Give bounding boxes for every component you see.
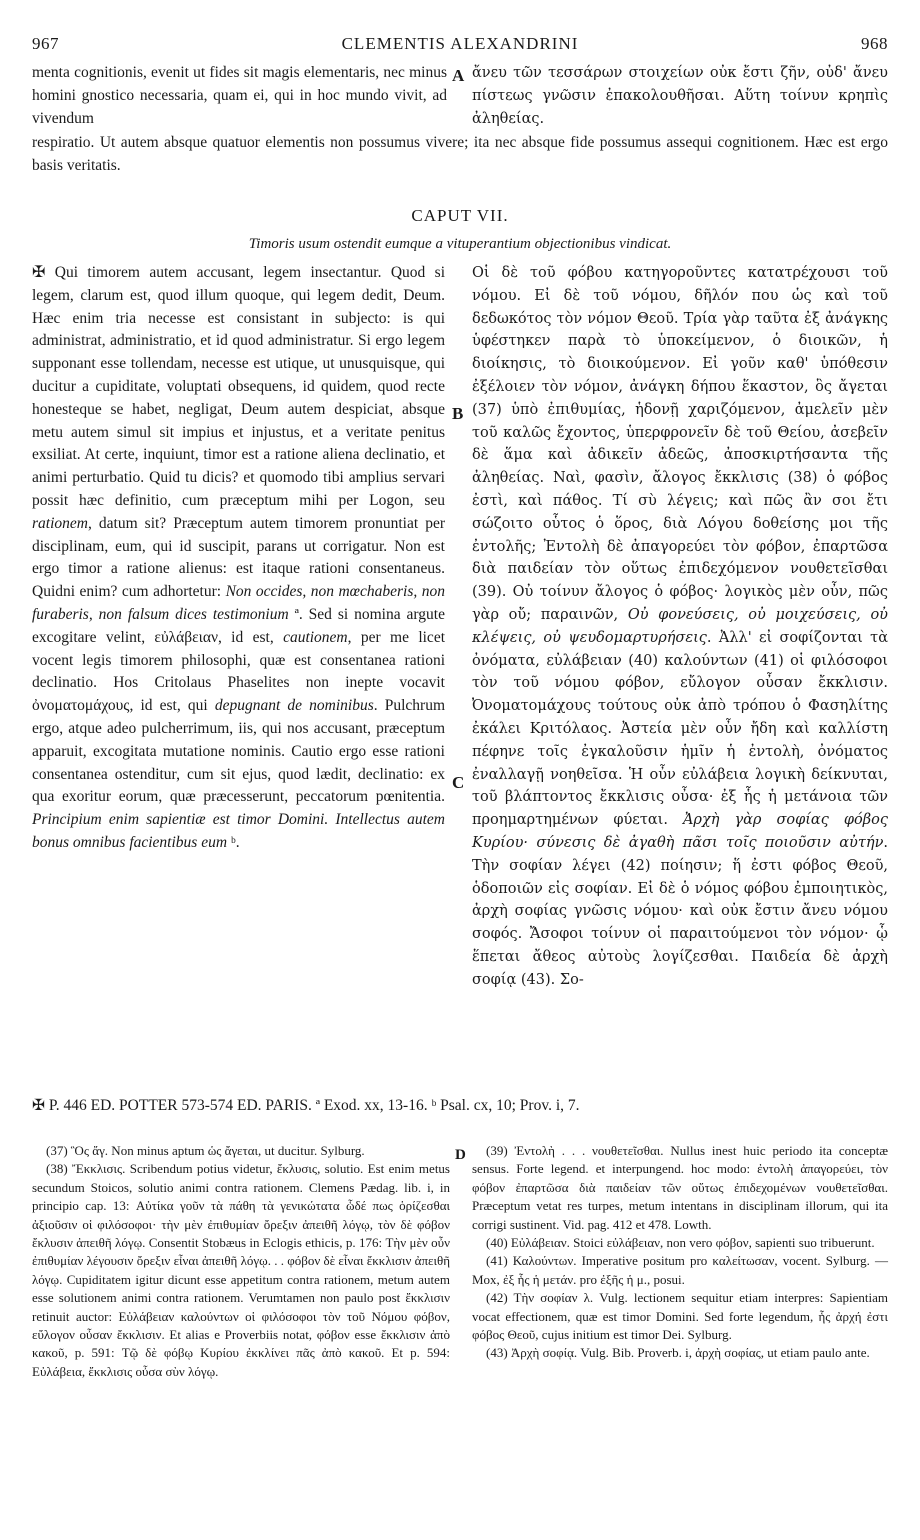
- footnote-42: (42) Τὴν σοφίαν λ. Vulg. lectionem sequitur etiam interpres: Sapientiam vocat effectionem, quæ est timor Domini. Sed forte legendum, ἧς ἀρχή ἐστι φόβος Θεοῦ, cujus initium est timor Dei. Sylburg.: [472, 1290, 888, 1343]
- footnote-38: (38) Ἔκκλισις. Scribendum potius videtur, ἔκλυσις, solutio. Est enim metus secundum Stoicos, solutio animi contra rationem. Clemens Pædag. lib. i, in principio cap. 13: Αὐτίκα γοῦν τὰ πάθη τὰ γενικώτατα ὧδέ πως ὁρίζεσθαι ἀξιοῦσιν οἱ φιλόσοφοι· τὴν μὲν ἐπιθυμίαν ὄρεξιν ἀπειθῆ λόγῳ, τὸν δὲ φόβον ἔκλυσιν ἀπειθῆ λόγῳ. Consentit Stobæus in Eclogis ethicis, p. 176: Τὴν μὲν οὖν ἐπιθυμίαν λέγουσιν ὄρεξιν εἶναι ἀπειθῆ λόγῳ. . . φόβον δὲ εἶναι ἔκκλισιν ἀπειθῆ λόγῳ. Cupiditatem igitur dicunt esse appetitum contra rationem, metum autem esse solutionem animi contra rationem. Verumtamen non paulo post ἔκκλισιν retinuit auctor: Εὐλάβειαν καλούντων οἱ φιλόσοφοι τὸν τοῦ Νόμου φόβον, εὔλογον οὖσαν ἔκκλισιν. Et alias e Proverbiis notat, φόβον esse ἔκκλισιν ἀπὸ κακοῦ, p. 591: Τῷ δὲ φόβῳ Κυρίου ἐκκλίνει πᾶς ἀπὸ κακοῦ. Et p. 594: Εὐλάβεια, ἔκκλισις οὖσα σὺν λόγῳ.: [32, 1161, 450, 1379]
- intro-latin-text: menta cognitionis, evenit ut fides sit magis elementaris, nec minus homini gnostico necessaria, quam ei, qui in hoc mundo vivit, ad vivendum: [32, 64, 447, 127]
- footnote-41: (41) Καλούντων. Imperative positum pro καλείτωσαν, vocent. Sylburg. — Mox, ἐξ ἧς ἡ μετάν. pro ἐξῆς ἡ μ., posui.: [472, 1253, 888, 1287]
- intro-greek-text: ἄνευ τῶν τεσσάρων στοιχείων οὐκ ἔστι ζῆν, οὐδ' ἄνευ πίστεως γνῶσιν ἐπακολουθῆσαι. Αὕτη τοίνυν κρηπὶς ἀληθείας.: [472, 65, 888, 127]
- marker-d: D: [455, 1147, 466, 1163]
- footnote-43: (43) Ἀρχὴ σοφίᾳ. Vulg. Bib. Proverb. i, ἀρχὴ σοφίας, ut etiam paulo ante.: [486, 1345, 870, 1361]
- left-column-number: 967: [32, 34, 59, 53]
- footnote-37: (37) Ὃς ἄγ. Non minus aptum ὡς ἄγεται, ut ducitur. Sylburg.: [46, 1143, 365, 1158]
- latin-paragraph: ✠ Qui timorem autem accusant, legem insectantur. Quod si legem, clarum est, quod illum quoque, qui legem dedit, Deum. Hæc enim tria necesse est consistant in subjecto: is qui administrat, administratio, et id quod administratur. Si ergo legem supponant esse tollendam, necesse est utique, ut unusquisque, qui ducitur a cupiditate, voluptati obsequens, id quidem, quod recte honesteque se habet, negligat, Deum autem despiciat, absque metu autem simul sit impius et injustus, et a veritate penitus exsiliat. At certe, inquiunt, timor est a ratione aliena declinatio, et animi perturbatio. Quid tu dicis? et quomodo tibi amplius servari possit hæc definitio, cum præceptum mihi per Logon, seu rationem, datum sit? Præceptum autem timorem pronuntiat per disciplinam, eum, qui id suscipit, parans ut corrigatur. Non est ergo timor a ratione alienus: est itaque rationi consentaneus. Quidni enim? cum adhortetur: Non occides, non mœchaberis, non furaberis, non falsum dices testimonium ª. Sed si nomina argute excogitare velint, εὐλάβειαν, id est, cautionem, per me licet vocent legis timorem philosophi, quæ est consentanea rationi declinatio. Hos Critolaus Phaselites non inepte vocavit ὀνοματομάχους, id est, qui depugnant de nominibus. Pulchrum ergo, atque adeo pulcherrimum, iis, qui nos accusant, præceptum apparuit, excogitata mutatione nominis. Cautio ergo esse rationi consentanea ostenditur, cum sit ejus, quod lædit, declinatio: ex qua exoritur eorum, quæ præcesserunt, peccatorum pœnitentia. Principium enim sapientiæ est timor Domini. Intellectus autem bonus omnibus facientibus eum ᵇ.: [32, 264, 446, 851]
- cross-icon: ✠: [32, 264, 46, 281]
- marker-c: C: [452, 773, 465, 792]
- intro-latin: [32, 62, 447, 130]
- chapter-title: CAPUT VII.: [411, 206, 509, 225]
- running-header: [32, 34, 888, 54]
- page-references: ✠ P. 446 ED. POTTER 573-574 ED. PARIS. ª Exod. xx, 13-16. ᵇ Psal. cx, 10; Prov. i, 7.: [32, 1097, 580, 1114]
- footnotes-left: [32, 1142, 450, 1381]
- right-column-number: 968: [860, 34, 888, 53]
- greek-column: [472, 262, 888, 992]
- chapter-subtitle: Timoris usum ostendit eumque a vituperantium objectionibus vindicat.: [248, 236, 672, 252]
- greek-paragraph: Οἱ δὲ τοῦ φόβου κατηγοροῦντες κατατρέχουσι τοῦ νόμου. Εἰ δὲ τοῦ νόμου, δῆλόν που ὡς καὶ τοῦ δεδωκότος τὸν νόμον Θεοῦ. Τρία γὰρ ταῦτα ἐξ ἀνάγκης ὑφέστηκεν παρὰ τὸ ὑποκείμενον, ὁ διοικῶν, ἡ διοίκησις, τὸ διοικούμενον. Εἰ γοῦν καθ' ὑπόθεσιν ἐξέλοιεν τὸν νόμον, ἀνάγκη δήπου ἕκαστον, ὃς ἄγεται (37) ὑπὸ ἐπιθυμίας, ἡδονῇ χαριζόμενον, ἀμελεῖν μὲν τοῦ καλῶς ἔχοντος, ὑπερφρονεῖν δὲ τοῦ Θείου, ἀσεβεῖν δὲ ἅμα καὶ ἀδικεῖν ἀδεῶς, ἀποσκιρτήσαντα τῆς ἀληθείας. Ναὶ, φασὶν, ἄλογος ἔκκλισις (38) ὁ φόβος ἐστὶ, καὶ πάθος. Τί σὺ λέγεις; καὶ πῶς ἂν σοι ἔτι σώζοιτο οὗτος ὁ ὅρος, διὰ Λόγου δοθείσης μοι τῆς ἐντολῆς; Ἐντολὴ δὲ ἀπαγορεύει τὸν φόβον, ἐπαρτῶσα διὰ παιδείαν τὸν οὕτως ἐπιδεχόμενον νουθετεῖσθαι (39). Οὐ τοίνυν ἄλογος ὁ φόβος· λογικὸς μὲν οὖν, πῶς γὰρ οὔ; παραινῶν, Οὐ φονεύσεις, οὐ μοιχεύσεις, οὐ κλέψεις, οὐ ψευδομαρτυρήσεις. Ἀλλ' εἰ σοφίζονται τὰ ὀνόματα, εὐλάβειαν (40) καλούντων (41) οἱ φιλόσοφοι τὸν τοῦ νόμου φόβον, εὔλογον οὖσαν ἔκκλισιν. Ὀνοματομάχους τούτους οὐκ ἀπὸ τρόπου ὁ Φασηλίτης ἐκάλει Κριτόλαος. Ἀστεία μὲν οὖν ἤδη καὶ καλλίστη πέφηνε τοῖς ἐγκαλοῦσιν ἡμῖν ἡ ἐντολὴ, ὀνόματος ἐναλλαγῇ νοηθεῖσα. Ἡ οὖν εὐλάβεια λογικὴ δείκνυται, τοῦ βλάπτοντος ἔκκλισις οὖσα· ἐξ ἧς ἡ μετάνοια τῶν προημαρτημένων φύεται. Ἀρχὴ γὰρ σοφίας φόβος Κυρίου· σύνεσις δὲ ἀγαθὴ πᾶσι τοῖς ποιοῦσιν αὐτήν. Τὴν σοφίαν λέγει (42) ποίησιν; ἥ ἐστι φόβος Θεοῦ, ὁδοποιῶν εἰς σοφίαν. Εἰ δὲ ὁ νόμος φόβου ἐμποιητικὸς, ἀρχὴ σοφίας γνῶσις νόμου· καὶ οὐκ ἔστιν ἄνευ νόμου σοφός. Ἄσοφοι τοίνυν οἱ παραιτούμενοι τὸν νόμον· ᾧ ἕπεται ἄθεος αὐτοὺς λογίζεσθαι. Παιδεία δὲ ἀρχὴ σοφίᾳ (43). Σο-: [472, 265, 888, 988]
- footnotes-right: [472, 1142, 888, 1363]
- marker-a: A: [452, 66, 465, 85]
- footnote-39: (39) Ἐντολὴ . . . νουθετεῖσθαι. Nullus inest huic periodo ita conceptæ sensus. Forte legend. et interpungend. hoc modo: ἐντολὴ ἀπαγορεύει, τὸν φόβον ἐπαρτῶσα διὰ παιδείαν τῶν οὕτως ἐπιδεχομένων νουθετεῖσθαι. Præceptum vetat res turpes, metum intentans in disciplinam illorum, qui ita corrigi sustinent. Vid. pag. 412 et 478. Lowth.: [472, 1143, 888, 1232]
- intro-full-text: respiratio. Ut autem absque quatuor elementis non possumus vivere; ita nec absque fide possumus assequi cognitionem. Hæc est ergo basis veritatis.: [32, 134, 888, 174]
- footnote-40: (40) Εὐλάβειαν. Stoici εὐλάβειαν, non vero φόβον, sapienti suo tribuerunt.: [486, 1235, 875, 1251]
- intro-full-line: [32, 132, 888, 178]
- latin-column: [32, 262, 445, 855]
- marker-b: B: [452, 404, 464, 423]
- intro-greek: [472, 62, 888, 130]
- running-title: CLEMENTIS ALEXANDRINI: [341, 34, 579, 53]
